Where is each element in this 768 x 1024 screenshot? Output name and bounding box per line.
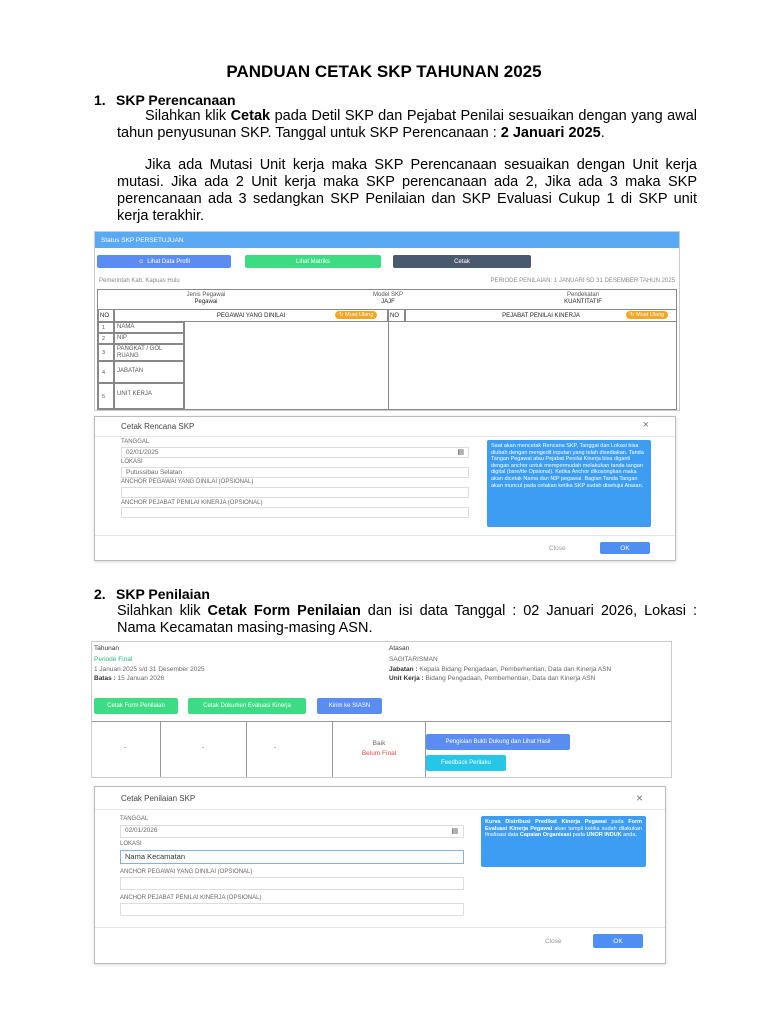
tanggal-label: TANGGAL [120,816,149,822]
periode-range: 1 Januari 2025 s/d 31 Desember 2025 [94,666,205,673]
ok-button[interactable]: OK [593,934,643,948]
skp-penilaian-screenshot [91,641,672,778]
muat-ulang-left-button[interactable] [335,311,377,319]
info-bold-unor: UNOR INDUK [586,832,622,839]
modal-title: Cetak Penilaian SKP [121,794,196,803]
row-label-pangkat: PANGKAT / GOL RUANG [114,344,184,361]
lihat-matriks-button[interactable]: Lihat Matriks [245,255,381,268]
p1-text-b: pada Detil SKP dan Pejabat Penilai sesuaikan dengan yang awal tahun penyusunan SKP. Tanggal untuk SKP Perencanaan : [117,108,697,141]
section1-number: 1. [94,92,106,108]
row-no: 3 [98,344,114,361]
tanggal-label: TANGGAL [121,439,150,445]
close-icon[interactable]: × [635,791,643,805]
refresh-icon: ↻ [630,312,635,318]
jabatan-value: Kepala Bidang Pengadaan, Pemberhentian, Data dan Kinerja ASN [419,666,612,673]
muat-ulang-left-label: Muat Ulang [345,312,374,318]
jenis-pegawai-value: Pegawai [194,299,218,305]
p1-bold-cetak: Cetak [230,108,271,124]
atasan-name: SAGITARISMAN [389,656,438,663]
jabatan-row [389,666,611,673]
anchor-dinilai-input[interactable] [121,487,469,498]
section2-number: 2. [94,586,106,602]
model-skp-value: JAJF [381,299,395,305]
p2-bold-cetak-form: Cetak Form Penilaian [207,603,361,619]
column-divider [388,322,389,410]
batas-label: Batas : [94,675,116,682]
ok-button[interactable]: OK [600,542,650,554]
anchor-dinilai-label: ANCHOR PEGAWAI YANG DINILAI (OPSIONAL) [120,869,253,875]
divider [95,535,676,536]
cetak-dokumen-evaluasi-button[interactable]: Cetak Dokumen Evaluasi Kinerja [188,698,306,714]
cetak-rencana-skp-modal [94,416,676,561]
row-label-nama: NAMA [114,322,184,333]
model-skp-label: Model SKP [372,292,403,298]
user-icon: ☺ [138,258,145,265]
cell-divider [160,721,161,778]
document-title: PANDUAN CETAK SKP TAHUNAN 2025 [226,62,542,81]
org-name: Pemerintah Kab. Kapuas Hulu [99,278,180,284]
tanggal-value: 02/01/2026 [125,827,158,834]
unit-kerja-value: Bidang Pengadaan, Pemberhentian, Data dan Kinerja ASN [425,675,596,682]
lokasi-input[interactable]: Putussibau Selatan [121,467,469,478]
section1-paragraph2: Jika ada Mutasi Unit kerja maka SKP Perencanaan sesuaikan dengan Unit kerja mutasi. Jika ada 2 Unit kerja maka SKP perencanaan ada 2, Jika ada 3 maka SKP perencanaan ada 3 sedangkan SKP Penilaian dan SKP Evaluasi Cukup 1 di SKP unit kerja terakhir. [117,157,697,224]
info-box: Saat akan mencetak Rencana SKP, Tanggal dan Lokasi bisa diubah dengan mengedit inputan yang telah disediakan. Tanda Tangan Pegawai atau Pejabat Penilai Kinerja bisa diganti dengan anchor untuk mempermudah melakukan tanda tangan digital (bsre/tte Opsional). Ketika Anchor dikosongkan maka akan dicetak Nama dan NIP pegawai. Bagian Tanda Tangan akan muncul pada cetakan ketika SKP sudah disetujui Atasan. [487,440,651,527]
info-text: pada [571,832,587,839]
info-bold-form: Form Evaluasi Kinerja Pegawai [485,819,642,832]
section1-heading [94,92,236,108]
close-button[interactable]: Close [545,938,562,945]
cetak-penilaian-skp-modal [94,786,666,964]
close-icon[interactable]: × [642,419,649,431]
muat-ulang-right-label: Muat Ulang [636,312,665,318]
col-pegawai-dinilai: PEGAWAI YANG DINILAI [114,309,388,322]
muat-ulang-right-button[interactable] [626,311,668,319]
feedback-perilaku-button[interactable]: Feedback Perilaku [426,755,506,771]
calendar-icon[interactable]: ▤ [457,449,464,456]
info-text: pada [606,819,629,825]
row-label-jabatan: JABATAN [114,361,184,383]
lihat-data-profil-button[interactable] [97,255,231,268]
anchor-penilai-input[interactable] [121,507,469,518]
row-no: 1 [98,322,114,333]
column-divider [184,322,185,410]
divider [95,809,666,810]
info-bold-capaian: Capaian Organisasi [519,832,572,839]
periode-final-label: Periode Final [94,656,133,663]
anchor-dinilai-label: ANCHOR PEGAWAI YANG DINILAI (OPSIONAL) [121,479,254,485]
lokasi-label: LOKASI [120,841,142,847]
tanggal-input[interactable] [120,825,464,838]
skp-table [97,289,677,410]
tanggal-value: 02/01/2025 [126,449,159,456]
row-divider [92,721,672,722]
section2-heading [94,586,210,602]
calendar-icon[interactable]: ▤ [451,828,458,835]
pengisian-bukti-dukung-button[interactable]: Pengisian Bukti Dukung dan Lihat Hasil [426,734,570,750]
anchor-penilai-label: ANCHOR PEJABAT PENILAI KINERJA (OPSIONAL) [121,500,263,506]
section1-heading-text: SKP Perencanaan [116,92,236,108]
cetak-button[interactable]: Cetak [393,255,531,268]
refresh-icon: ↻ [339,312,344,318]
periode-penilaian: PERIODE PENILAIAN: 1 JANUARI SD 31 DESEMBER TAHUN 2025 [490,278,675,284]
batas-value: 15 Januari 2026 [117,675,165,682]
tahunan-label: Tahunan [94,645,119,652]
p2-text-b: dan isi data Tanggal : 02 Januari 2026, Lokasi : Nama Kecamatan masing-masing ASN. [117,603,697,636]
divider [95,436,676,437]
atasan-label: Atasan [389,645,410,652]
row-label-unit-kerja: UNIT KERJA [114,383,184,409]
info-text: akan tampil ketika sudah dilakukan finalisasi data [485,825,642,839]
row-label-nip: NIP [114,333,184,344]
p1-bold-date: 2 Januari 2025 [500,125,601,141]
section2-heading-text: SKP Penilaian [116,586,210,602]
row-no: 4 [98,361,114,383]
kirim-siasn-button[interactable]: Kirim ke SIASN [317,698,382,714]
info-bold-kurva: Kurva Distribusi Predikat Kinerja Pegawai [485,819,607,825]
status-bar: Status SKP PERSETUJUAN [95,232,679,248]
cell-divider [246,721,247,778]
tanggal-input[interactable] [121,447,469,458]
close-button[interactable]: Close [549,545,566,552]
col-no-right: NO [388,309,405,322]
col-no-left: NO [98,309,114,322]
lokasi-input[interactable]: Nama Kecamatan [120,850,464,864]
p2-text-a: Silahkan klik [117,603,208,619]
lokasi-label: LOKASI [121,459,143,465]
predikat-baik: Baik [372,740,386,747]
anchor-penilai-label: ANCHOR PEJABAT PENILAI KINERJA (OPSIONAL) [120,895,262,901]
jabatan-label: Jabatan : [389,666,418,673]
cetak-form-penilaian-button[interactable]: Cetak Form Penilaian [94,698,178,714]
unit-kerja-label: Unit Kerja : [389,675,424,682]
p1-text-a: Silahkan klik [145,108,231,124]
unit-kerja-row [389,675,595,682]
status-belum-final: Belum Final [361,750,397,757]
row-no: 2 [98,333,114,344]
pendekatan-value: KUANTITATIF [564,299,602,305]
info-text: anda. [621,832,637,839]
p1-text-end: . [600,125,605,141]
pendekatan-label: Pendekatan [566,292,600,298]
anchor-penilai-input[interactable] [120,903,464,916]
section1-paragraph1 [117,108,697,142]
batas-row [94,675,164,682]
anchor-dinilai-input[interactable] [120,877,464,890]
modal-title: Cetak Rencana SKP [121,422,195,431]
divider [95,927,666,928]
dash-cell: - [124,744,127,751]
jenis-pegawai-label: Jenis Pegawai [186,292,226,298]
dash-cell: - [274,744,277,751]
lihat-data-profil-label: Lihat Data Profil [147,258,190,265]
row-no: 5 [98,383,114,409]
info-box [481,816,646,867]
section2-paragraph [117,603,697,637]
dash-cell: - [202,744,205,751]
col-pejabat-penilai: PEJABAT PENILAI KINERJA [405,309,677,322]
cell-divider [332,721,333,778]
skp-detail-screenshot [94,231,680,411]
